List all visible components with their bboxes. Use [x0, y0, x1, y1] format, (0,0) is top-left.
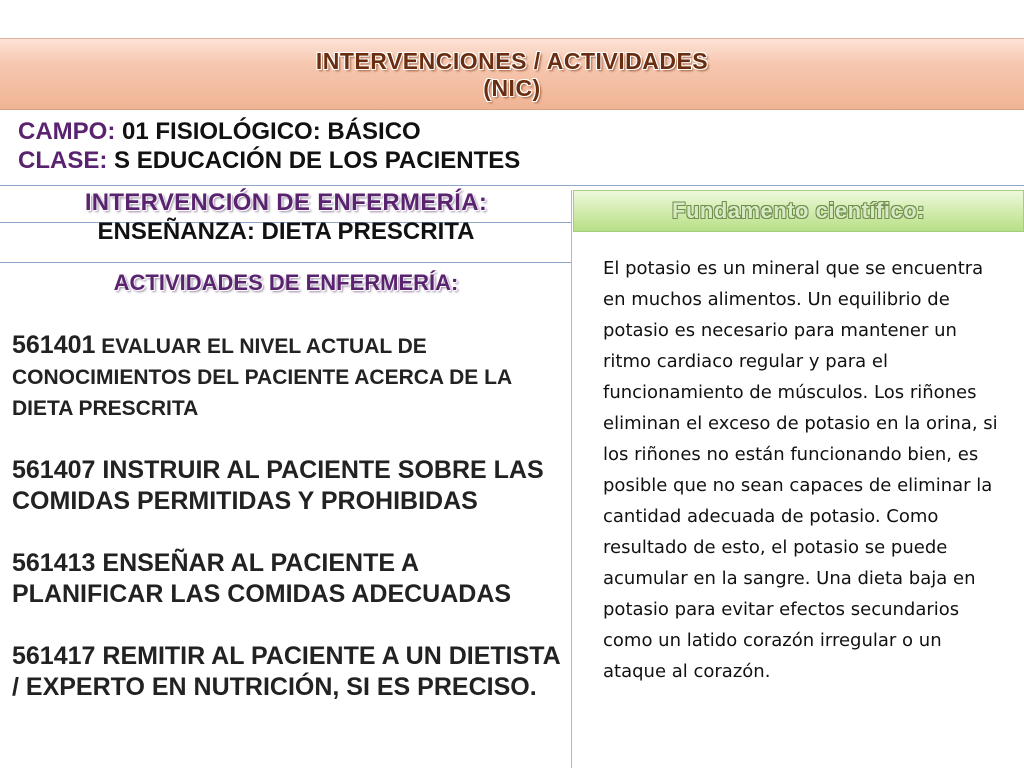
activities-list — [12, 330, 564, 703]
activity-code: 561407 — [12, 456, 96, 484]
slide-title-line-2: (NIC) — [483, 75, 541, 101]
classification-block — [18, 117, 520, 175]
fundamento-heading: Fundamento científico: — [672, 198, 925, 223]
activity-text: REMITIR AL PACIENTE A UN DIETISTA / EXPERTO EN NUTRICIÓN, SI ES PRECISO. — [12, 642, 560, 701]
clase-row — [18, 146, 520, 175]
activity-text: EVALUAR EL NIVEL ACTUAL DE CONOCIMIENTOS DEL PACIENTE ACERCA DE LA DIETA PRESCRITA — [12, 335, 512, 420]
intervencion-heading: INTERVENCIÓN DE ENFERMERÍA: — [84, 189, 488, 216]
campo-row — [18, 117, 520, 146]
activity-item — [12, 455, 564, 517]
slide-title-banner — [0, 38, 1024, 110]
fundamento-header — [573, 190, 1024, 232]
activity-text: INSTRUIR AL PACIENTE SOBRE LAS COMIDAS PERMITIDAS Y PROHIBIDAS — [12, 456, 544, 515]
clase-value: S EDUCACIÓN DE LOS PACIENTES — [114, 147, 521, 174]
fundamento-text: El potasio es un mineral que se encuentra en muchos alimentos. Un equilibrio de potasio es necesario para mantener un ritmo cardiaco regular y para el funcionamiento de músculos. Los riñones eliminan el exceso de potasio en la orina, si los riñones no están funcionando bien, es posible que no sean capaces de eliminar la cantidad adecuada de potasio. Como resultado de esto, el potasio se puede acumular en la sangre. Una dieta baja en potasio para evitar efectos secundarios como un latido corazón irregular o un ataque al corazón. — [603, 258, 998, 682]
activity-text: ENSEÑAR AL PACIENTE A PLANIFICAR LAS COMIDAS ADECUADAS — [12, 549, 512, 608]
actividades-heading: ACTIVIDADES DE ENFERMERÍA: — [113, 270, 459, 295]
activity-code: 561417 — [12, 642, 96, 670]
activity-item — [12, 330, 564, 424]
divider-top — [0, 185, 1024, 186]
activity-item — [12, 548, 564, 610]
slide-title-line-1: INTERVENCIONES / ACTIVIDADES — [315, 48, 709, 74]
campo-value: 01 FISIOLÓGICO: BÁSICO — [122, 118, 421, 145]
activity-code: 561413 — [12, 549, 96, 577]
intervencion-block — [0, 190, 572, 247]
campo-label: CAMPO: — [18, 118, 116, 145]
divider-actividades — [0, 262, 572, 263]
activity-item — [12, 641, 564, 703]
clase-label: CLASE: — [18, 147, 108, 174]
intervencion-value: ENSEÑANZA: DIETA PRESCRITA — [97, 218, 475, 245]
activity-code: 561401 — [12, 331, 96, 359]
